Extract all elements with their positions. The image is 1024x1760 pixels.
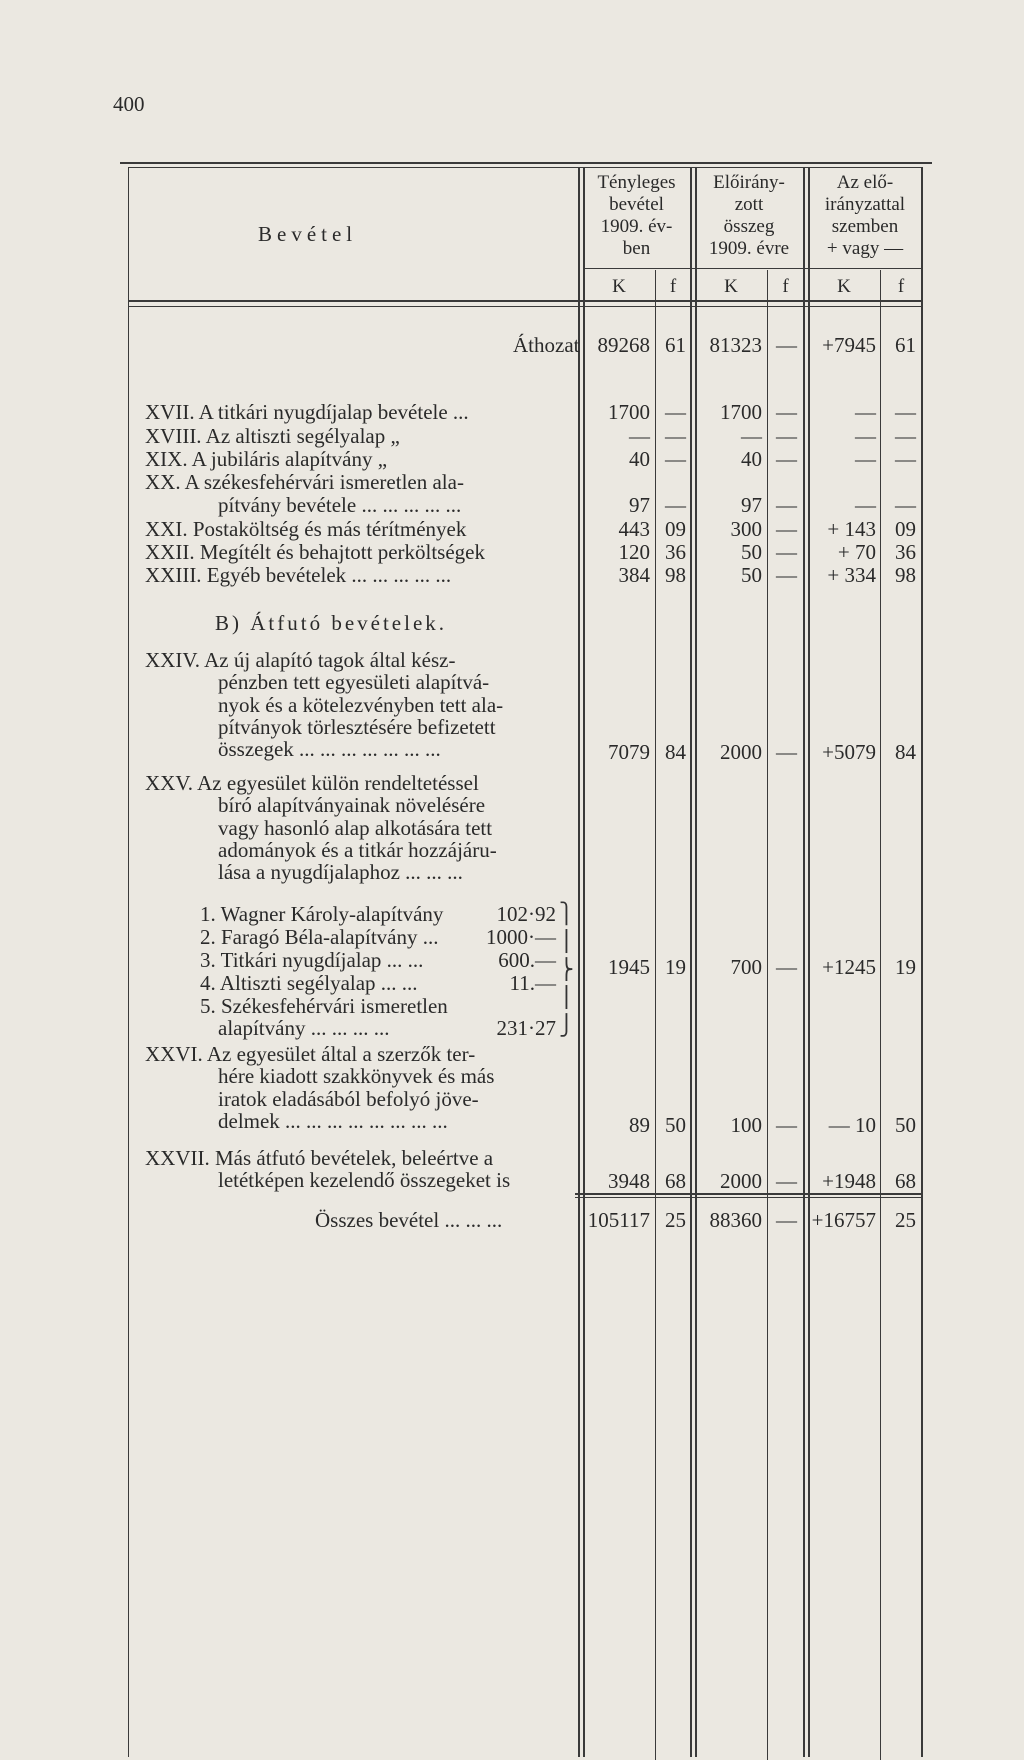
sub-k-1: K bbox=[612, 276, 626, 297]
xxiv-value-b-f: — bbox=[776, 740, 797, 764]
row-value-a-k: 384 bbox=[618, 563, 650, 587]
xxvii-value-a-f: 68 bbox=[665, 1169, 686, 1193]
xxiv-value-c-f: 84 bbox=[895, 740, 916, 764]
row-value-b-f: — bbox=[776, 540, 797, 564]
row-label: XVII. A titkári nyugdíjalap bevétele ... bbox=[145, 400, 469, 424]
item-xxv-text: XXV. Az egyesület külön rendeltetéssel bíró alapítványainak növelésére vagy hasonló alap alkotására tett adományok és a titkár hozzájáru- lása a nyugdíjalaphoz ... ... ... bbox=[145, 771, 497, 885]
row-value-b-f: — bbox=[776, 493, 797, 517]
row-value-c-f: 98 bbox=[895, 563, 916, 587]
row-value-a-f: 98 bbox=[665, 563, 686, 587]
row-value-a-f: 09 bbox=[665, 517, 686, 541]
subitem-label: 2. Faragó Béla-alapítvány ... bbox=[200, 925, 439, 949]
right-border bbox=[921, 167, 923, 1757]
total-value-c-f: 25 bbox=[895, 1208, 916, 1232]
row-value-b-f: — bbox=[776, 447, 797, 471]
xxvi-value-a-f: 50 bbox=[665, 1113, 686, 1137]
row-value-b-k: 50 bbox=[741, 563, 762, 587]
subitem-label: alapítvány ... ... ... ... bbox=[218, 1016, 390, 1040]
row-value-b-k: 50 bbox=[741, 540, 762, 564]
xxvi-value-a-k: 89 bbox=[629, 1113, 650, 1137]
row-value-c-f: — bbox=[895, 400, 916, 424]
xxv-value-a-f: 19 bbox=[665, 955, 686, 979]
row-label: XVIII. Az altiszti segélyalap „ bbox=[145, 424, 400, 448]
subitem-amount: 102·92 bbox=[496, 902, 556, 926]
xxiv-value-c-k: +5079 bbox=[822, 740, 876, 764]
subitem-amount: 11.— bbox=[509, 971, 556, 995]
row-value-a-k: 443 bbox=[618, 517, 650, 541]
row-value-b-k: 81323 bbox=[709, 333, 762, 357]
brace-glyph: ⎫ ⎪ ⎬ ⎪ ⎭ bbox=[559, 903, 574, 1037]
row-label: pítvány bevétele ... ... ... ... ... bbox=[218, 493, 462, 517]
subitem-amount: 231·27 bbox=[496, 1016, 556, 1040]
row-value-c-f: — bbox=[895, 493, 916, 517]
subitem-amount: 1000·— bbox=[486, 925, 556, 949]
sub-k-2: K bbox=[724, 276, 738, 297]
row-value-c-f: 61 bbox=[895, 333, 916, 357]
row-value-a-k: 40 bbox=[629, 447, 650, 471]
row-value-c-k: — bbox=[855, 493, 876, 517]
xxvii-value-b-k: 2000 bbox=[720, 1169, 762, 1193]
col-line-3b bbox=[808, 167, 810, 1757]
total-label: Összes bevétel ... ... ... bbox=[315, 1208, 503, 1232]
xxiv-value-a-k: 7079 bbox=[608, 740, 650, 764]
row-label: XXI. Postaköltség és más térítmények bbox=[145, 517, 467, 541]
xxv-value-b-f: — bbox=[776, 955, 797, 979]
xxvii-value-c-k: +1948 bbox=[822, 1169, 876, 1193]
total-value-c-k: +16757 bbox=[811, 1208, 876, 1232]
left-border bbox=[128, 167, 129, 1757]
col-line-2a bbox=[690, 167, 692, 1757]
header-col-estimate: Előirány- zott összeg 1909. évre bbox=[708, 172, 790, 259]
section-title: Bevétel bbox=[258, 222, 358, 246]
table-top-rule bbox=[120, 162, 932, 164]
subitem-label: 1. Wagner Károly-alapítvány bbox=[200, 902, 444, 926]
total-value-b-f: — bbox=[776, 1208, 797, 1232]
header-col-actual: Tényleges bevétel 1909. év- ben bbox=[597, 172, 676, 259]
row-label: XXII. Megítélt és behajtott perköltségek bbox=[145, 540, 485, 564]
row-value-b-f: — bbox=[776, 424, 797, 448]
total-rule bbox=[575, 1193, 923, 1195]
row-value-a-k: — bbox=[629, 424, 650, 448]
row-value-b-f: — bbox=[776, 517, 797, 541]
sub-f-1: f bbox=[669, 276, 677, 297]
xxvii-value-b-f: — bbox=[776, 1169, 797, 1193]
row-value-b-k: — bbox=[741, 424, 762, 448]
row-value-a-k: 1700 bbox=[608, 400, 650, 424]
row-value-a-f: 36 bbox=[665, 540, 686, 564]
col-line-1b bbox=[583, 167, 585, 1757]
row-value-c-k: — bbox=[855, 400, 876, 424]
row-value-c-k: +7945 bbox=[822, 333, 876, 357]
row-value-a-k: 120 bbox=[618, 540, 650, 564]
row-value-c-f: — bbox=[895, 447, 916, 471]
section-b-heading: B) Átfutó bevételek. bbox=[215, 611, 448, 635]
sub-f-2: f bbox=[782, 276, 789, 297]
row-label: XX. A székesfehérvári ismeretlen ala- bbox=[145, 470, 464, 494]
row-value-c-k: — bbox=[855, 447, 876, 471]
row-value-b-k: 40 bbox=[741, 447, 762, 471]
page-number: 400 bbox=[113, 92, 145, 116]
total-value-a-k: 105117 bbox=[587, 1208, 650, 1232]
xxiv-value-b-k: 2000 bbox=[720, 740, 762, 764]
row-label: XXIII. Egyéb bevételek ... ... ... ... ... bbox=[145, 563, 452, 587]
xxv-value-c-f: 19 bbox=[895, 955, 916, 979]
xxv-value-b-k: 700 bbox=[730, 955, 762, 979]
row-value-c-k: + 143 bbox=[827, 517, 876, 541]
col-line-1a bbox=[578, 167, 580, 1757]
row-value-b-k: 97 bbox=[741, 493, 762, 517]
total-value-a-f: 25 bbox=[665, 1208, 686, 1232]
row-value-a-k: 89268 bbox=[597, 333, 650, 357]
xxiv-value-a-f: 84 bbox=[665, 740, 686, 764]
row-value-a-k: 97 bbox=[629, 493, 650, 517]
xxv-value-a-k: 1945 bbox=[608, 955, 650, 979]
xxvi-value-c-f: 50 bbox=[895, 1113, 916, 1137]
xxvii-value-a-k: 3948 bbox=[608, 1169, 650, 1193]
col-line-2b bbox=[695, 167, 697, 1757]
header-col-difference: Az elő- irányzattal szemben + vagy — bbox=[824, 172, 906, 259]
total-rule-2 bbox=[575, 1197, 923, 1198]
header-sub-rule bbox=[583, 268, 923, 269]
row-value-b-f: — bbox=[776, 333, 797, 357]
total-value-b-k: 88360 bbox=[709, 1208, 762, 1232]
row-value-c-f: — bbox=[895, 424, 916, 448]
xxvi-value-b-k: 100 bbox=[730, 1113, 762, 1137]
subitem-label: 3. Titkári nyugdíjalap ... ... bbox=[200, 948, 424, 972]
row-value-c-f: 36 bbox=[895, 540, 916, 564]
col-line-f1 bbox=[655, 270, 656, 1760]
item-xxiv-text: XXIV. Az új alapító tagok által kész- pénzben tett egyesületi alapítvá- nyok és a kötelezvényben tett ala- pítványok törlesztésére befizetett összegek ... ... ... ... ... ... ... bbox=[145, 648, 504, 762]
subitem-label: 4. Altiszti segélyalap ... ... bbox=[200, 971, 418, 995]
row-value-b-k: 1700 bbox=[720, 400, 762, 424]
col-line-f3 bbox=[880, 270, 881, 1760]
row-value-b-k: 300 bbox=[730, 517, 762, 541]
col-line-3a bbox=[803, 167, 805, 1757]
subitem-amount: 600.— bbox=[498, 948, 556, 972]
row-value-b-f: — bbox=[776, 563, 797, 587]
row-value-a-f: — bbox=[665, 424, 686, 448]
item-xxvii-text: XXVII. Más átfutó bevételek, beleértve a letétképen kezelendő összegeket is bbox=[145, 1146, 511, 1193]
xxvi-value-b-f: — bbox=[776, 1113, 797, 1137]
item-xxvi-text: XXVI. Az egyesület által a szerzők ter- hére kiadott szakkönyvek és más iratok eladásából befolyó jöve- delmek ... ... ... ... ... ... ... ... bbox=[145, 1042, 495, 1133]
row-value-a-f: — bbox=[665, 400, 686, 424]
row-label: Áthozat bbox=[513, 333, 580, 357]
row-label: XIX. A jubiláris alapítvány „ bbox=[145, 447, 388, 471]
row-value-c-k: + 334 bbox=[827, 563, 876, 587]
sub-k-3: K bbox=[837, 276, 851, 297]
col-line-f2 bbox=[767, 270, 768, 1760]
sub-f-3: f bbox=[897, 276, 905, 297]
row-value-a-f: — bbox=[665, 447, 686, 471]
row-value-b-f: — bbox=[776, 400, 797, 424]
subitem-label: 5. Székesfehérvári ismeretlen bbox=[200, 994, 448, 1018]
xxvi-value-c-k: — 10 bbox=[828, 1113, 876, 1137]
row-value-a-f: 61 bbox=[665, 333, 686, 357]
row-value-c-k: — bbox=[855, 424, 876, 448]
row-value-c-f: 09 bbox=[895, 517, 916, 541]
row-value-a-f: — bbox=[665, 493, 686, 517]
xxv-value-c-k: +1245 bbox=[822, 955, 876, 979]
xxvii-value-c-f: 68 bbox=[895, 1169, 916, 1193]
row-value-c-k: + 70 bbox=[837, 540, 876, 564]
